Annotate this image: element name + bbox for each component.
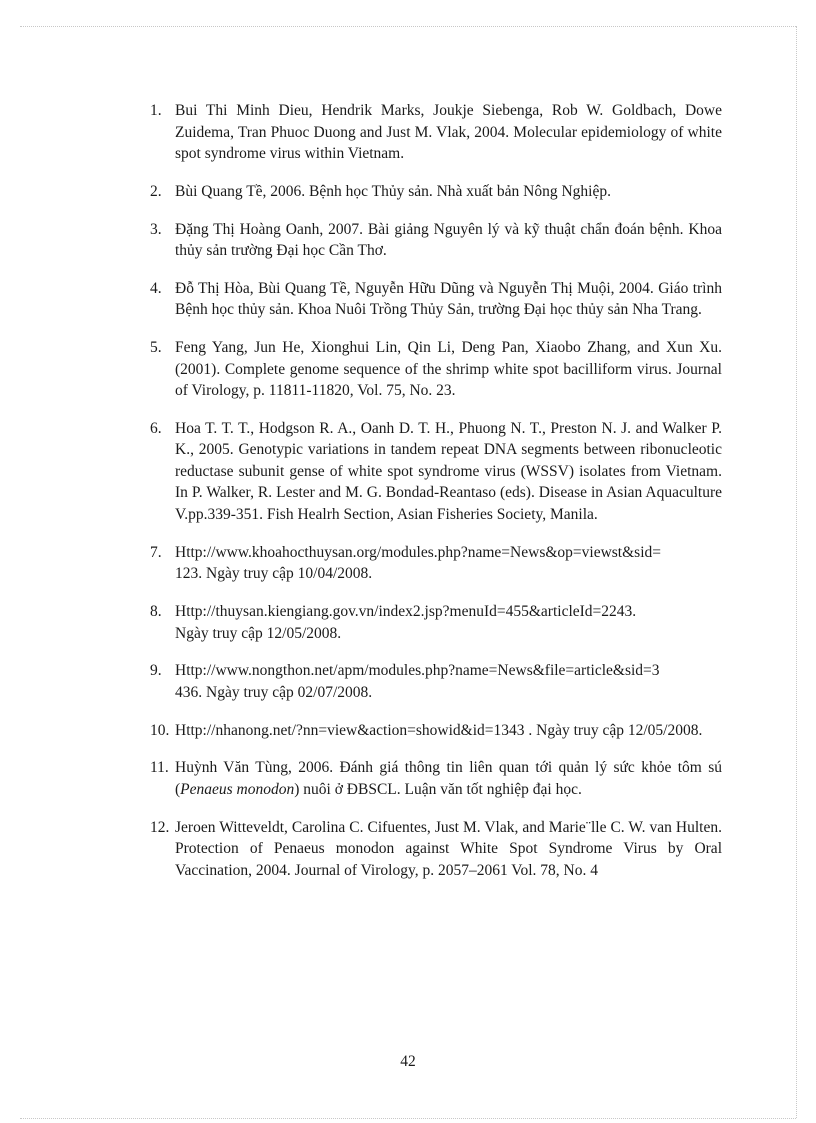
reference-list (150, 100, 722, 898)
reference-text-end: ) nuôi ở ĐBSCL. Luận văn tốt nghiệp đại học. (294, 780, 582, 798)
reference-item (150, 278, 722, 321)
reference-item (150, 720, 722, 742)
reference-access-date: Ngày truy cập 12/05/2008. (175, 624, 342, 642)
page-border-bottom (20, 1118, 796, 1119)
reference-item (150, 601, 722, 644)
reference-access-date: 123. Ngày truy cập 10/04/2008. (175, 565, 373, 583)
reference-url: Http://thuysan.kiengiang.gov.vn/index2.jsp?menuId=455&articleId=2243. (175, 603, 637, 621)
reference-item (150, 100, 722, 165)
reference-text (175, 542, 722, 585)
reference-text: Đặng Thị Hoàng Oanh, 2007. Bài giảng Nguyên lý và kỹ thuật chẩn đoán bệnh. Khoa thủy sản trường Đại học Cần Thơ. (175, 220, 722, 260)
reference-item (150, 757, 722, 800)
reference-item (150, 418, 722, 526)
reference-text: Feng Yang, Jun He, Xionghui Lin, Qin Li, Deng Pan, Xiaobo Zhang, and Xun Xu. (2001). Complete genome sequence of the shrimp white spot bacilliform virus. Journal of Virology, p. 11811-11820, Vol. 75, No. 23. (175, 339, 722, 400)
reference-url: Http://www.nongthon.net/apm/modules.php?name=News&file=article&sid=3 (175, 662, 660, 680)
reference-item (150, 181, 722, 203)
reference-number: 8. (150, 603, 162, 621)
reference-number: 5. (150, 339, 162, 357)
reference-item (150, 337, 722, 402)
reference-text (175, 601, 722, 644)
reference-number: 7. (150, 543, 162, 561)
reference-item (150, 817, 722, 882)
page-number: 42 (400, 1053, 416, 1070)
reference-text: Bui Thi Minh Dieu, Hendrik Marks, Joukje Siebenga, Rob W. Goldbach, Dowe Zuidema, Tran Phuoc Duong and Just M. Vlak, 2004. Molecular epidemiology of white spot syndrome virus within Vietnam. (175, 102, 722, 162)
reference-item (150, 660, 722, 703)
reference-number: 3. (150, 220, 162, 238)
reference-number: 2. (150, 182, 162, 200)
reference-text-start: Huỳnh Văn Tùng, 2006. Đánh giá thông tin liên quan tới quản lý sức khỏe tôm sú ( (175, 759, 722, 798)
reference-number: 4. (150, 279, 162, 297)
reference-number: 12. (150, 818, 170, 836)
reference-number: 1. (150, 102, 162, 119)
reference-text: Hoa T. T. T., Hodgson R. A., Oanh D. T. H., Phuong N. T., Preston N. J. and Walker P. K., 2005. Genotypic variations in tandem repeat DNA segments between ribonucleotic reductase subunit gense of white spot syndrome virus (WSSV) isolates from Vietnam. In P. Walker, R. Lester and M. G. Bondad-Reantaso (eds). Disease in Asian Aquaculture V.pp.339-351. Fish Healrh Section, Asian Fisheries Society, Manila. (175, 419, 722, 523)
reference-number: 6. (150, 419, 162, 437)
reference-item (150, 542, 722, 585)
reference-text: Đỗ Thị Hòa, Bùi Quang Tề, Nguyễn Hữu Dũng và Nguyễn Thị Muội, 2004. Giáo trình Bệnh học thủy sản. Khoa Nuôi Trồng Thủy Sản, trường Đại học thủy sản Nha Trang. (175, 279, 722, 319)
reference-number: 11. (150, 759, 169, 777)
reference-url: Http://www.khoahocthuysan.org/modules.php?name=News&op=viewst&sid= (175, 543, 662, 561)
reference-item (150, 219, 722, 262)
reference-number: 9. (150, 662, 162, 680)
reference-text (175, 757, 722, 800)
reference-text: Bùi Quang Tề, 2006. Bệnh học Thủy sản. Nhà xuất bản Nông Nghiệp. (175, 182, 611, 200)
reference-text: Http://nhanong.net/?nn=view&action=showid&id=1343 . Ngày truy cập 12/05/2008. (175, 721, 703, 739)
page-border-right (796, 26, 797, 1118)
reference-number: 10. (150, 721, 170, 739)
page-border-top (20, 26, 796, 27)
reference-text: Jeroen Witteveldt, Carolina C. Cifuentes, Just M. Vlak, and Marie¨lle C. W. van Hulten. Protection of Penaeus monodon against White Spot Syndrome Virus by Oral Vaccination, 2004. Journal of Virology, p. 2057–2061 Vol. 78, No. 4 (175, 818, 722, 879)
reference-access-date: 436. Ngày truy cập 02/07/2008. (175, 683, 373, 701)
reference-text (175, 660, 722, 703)
species-name-italic: Penaeus monodon (180, 780, 295, 798)
